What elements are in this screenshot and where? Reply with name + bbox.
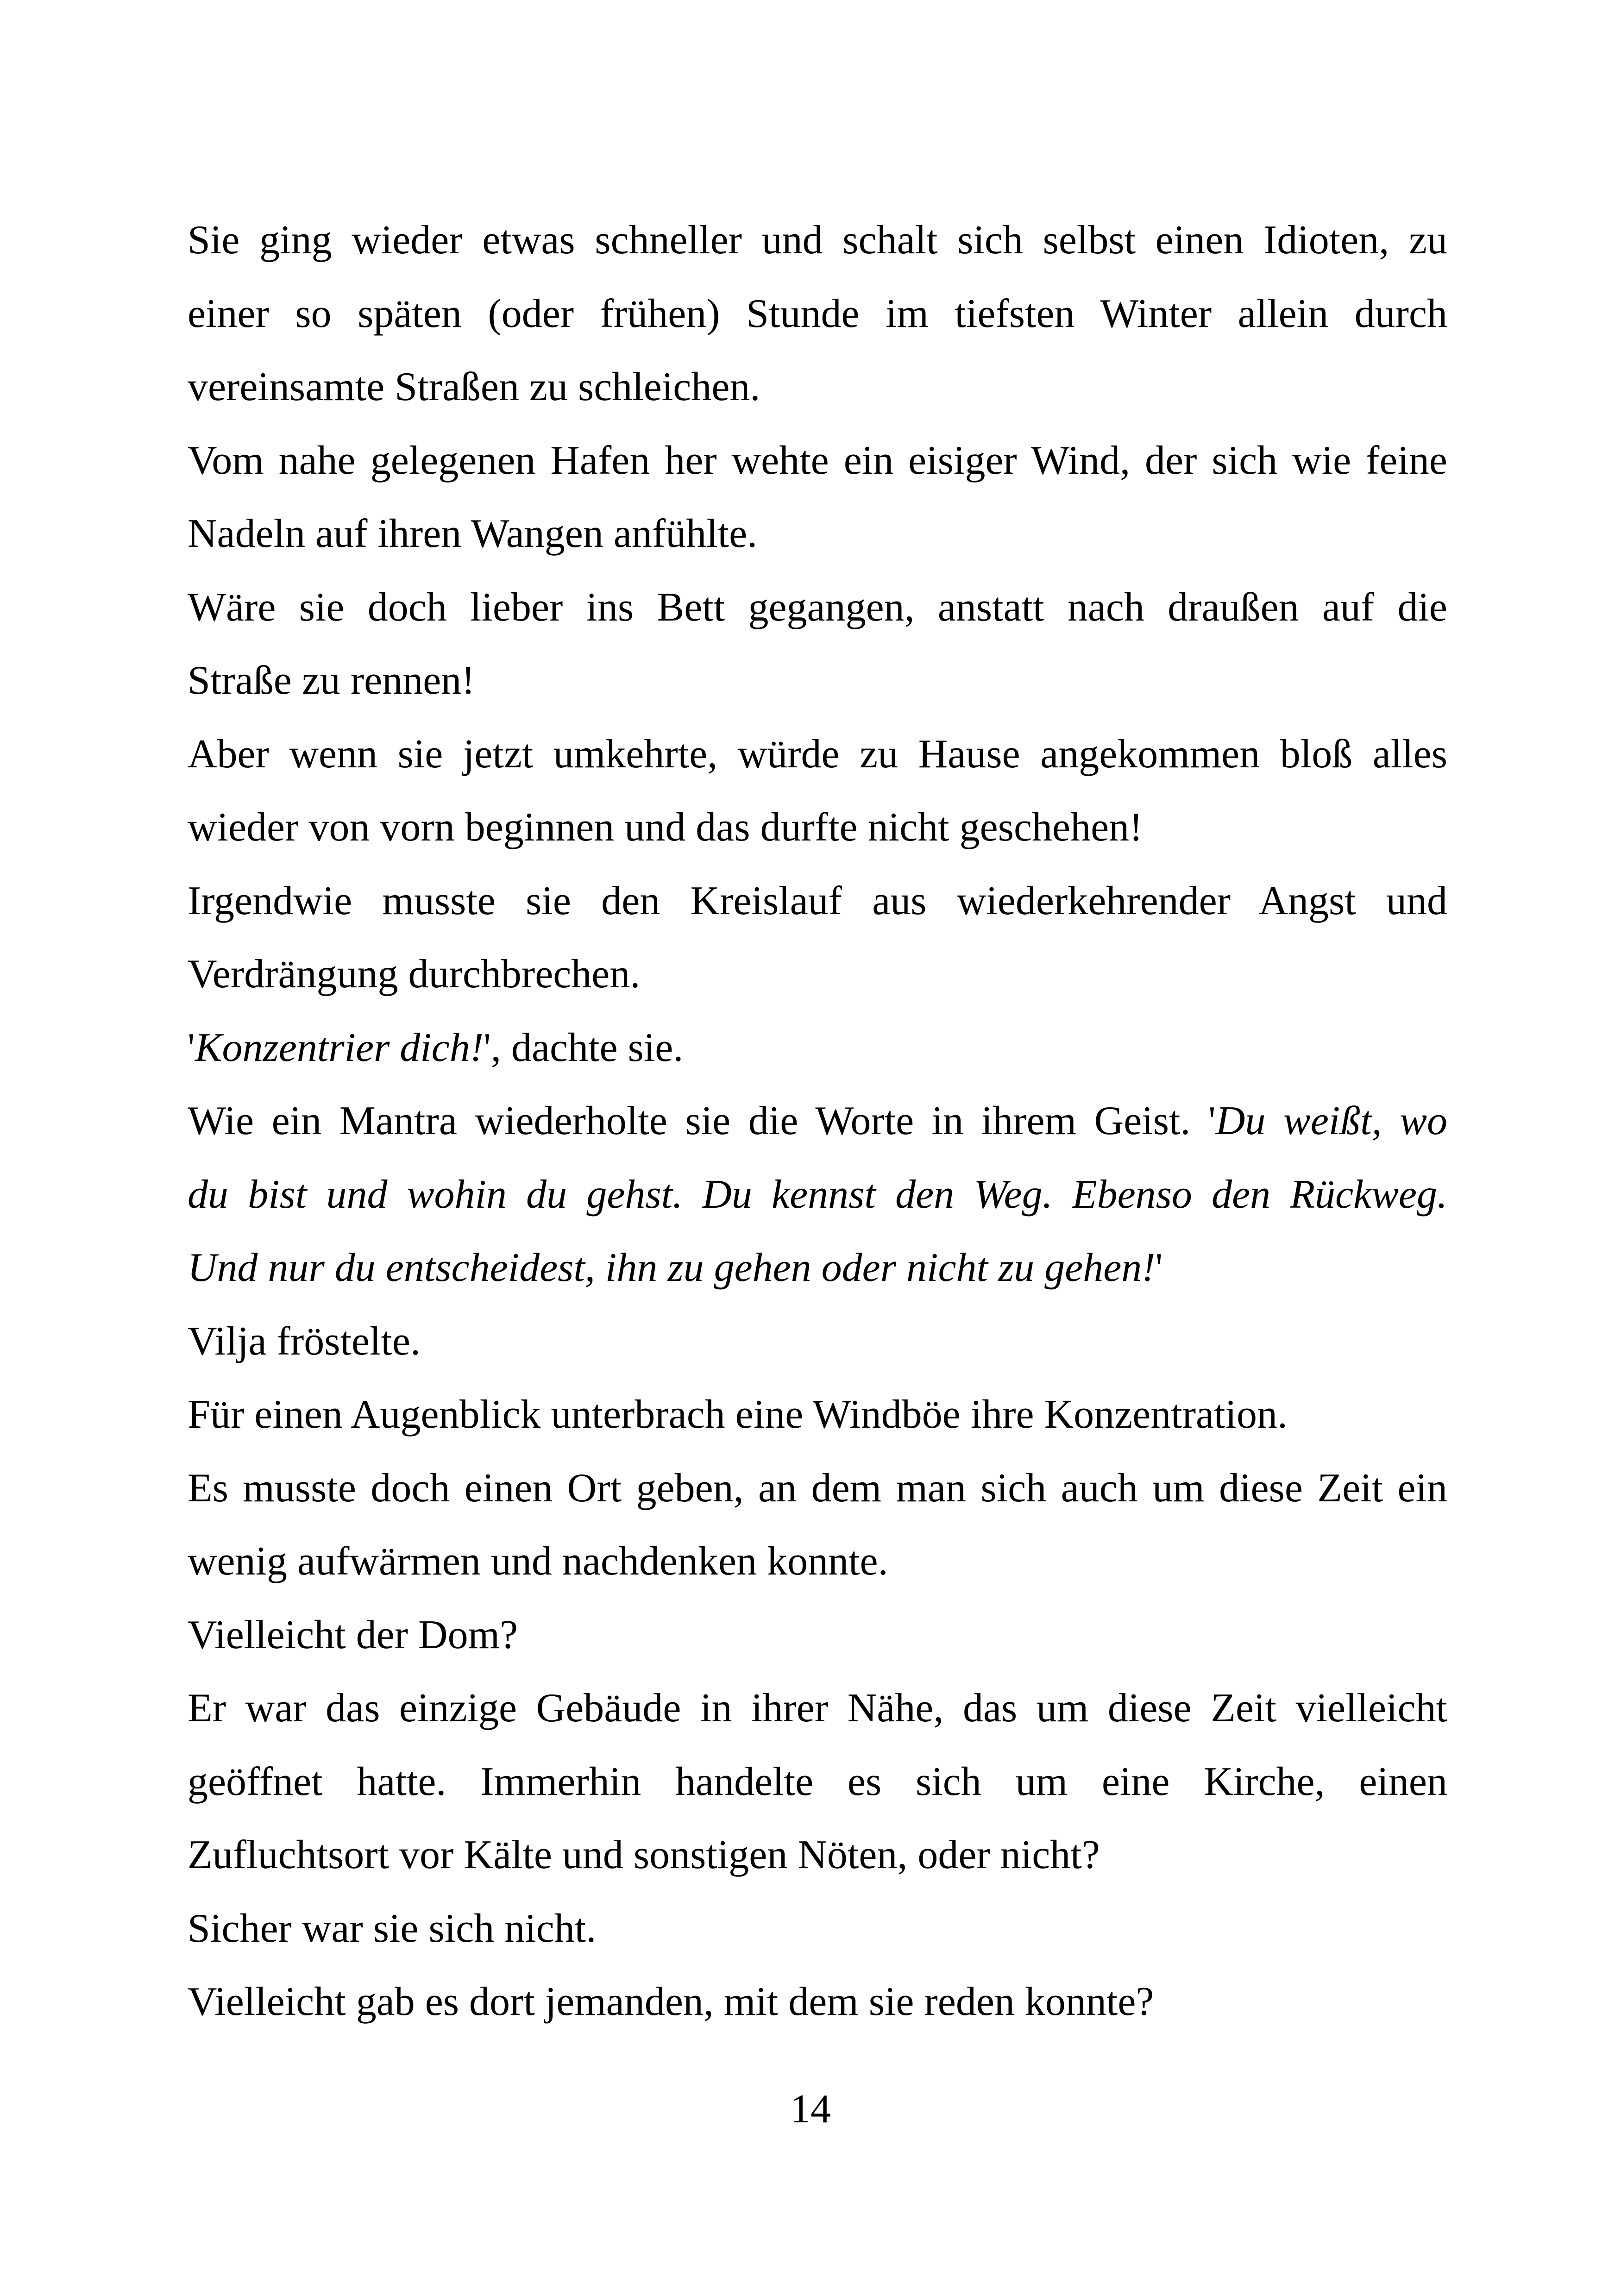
text-segment: Aber wenn sie jetzt umkehrte, würde zu Hause angekommen bloß alles (188, 731, 1447, 777)
italic-segment: Du weißt, wo (1215, 1098, 1447, 1143)
text-segment: wieder von vorn beginnen und das durfte nicht geschehen! (188, 805, 1143, 850)
text-segment: Sicher war sie sich nicht. (188, 1906, 597, 1951)
text-line (188, 204, 1447, 277)
text-segment: Wäre sie doch lieber ins Bett gegangen, anstatt nach draußen auf die (188, 584, 1447, 630)
text-segment: Für einen Augenblick unterbrach eine Windböe ihre Konzentration. (188, 1392, 1288, 1437)
text-line (188, 1452, 1447, 1525)
text-line (188, 718, 1447, 791)
text-segment: Es musste doch einen Ort geben, an dem man sich auch um diese Zeit ein (188, 1465, 1447, 1511)
text-line (188, 938, 1447, 1011)
text-line (188, 351, 1447, 424)
text-segment: ' (1155, 1245, 1163, 1290)
text-segment: wenig aufwärmen und nachdenken konnte. (188, 1539, 888, 1584)
page-number: 14 (790, 2087, 831, 2132)
text-line (188, 1158, 1447, 1232)
text-line (188, 1231, 1447, 1305)
text-segment: Nadeln auf ihren Wangen anfühlte. (188, 511, 758, 556)
text-line (188, 277, 1447, 351)
text-line (188, 1745, 1447, 1819)
text-line (188, 1599, 1447, 1672)
text-line (188, 1672, 1447, 1745)
text-line (188, 571, 1447, 645)
text-segment: Vielleicht gab es dort jemanden, mit dem sie reden konnte? (188, 1979, 1154, 2024)
body-text (188, 204, 1447, 2039)
text-line (188, 1305, 1447, 1379)
text-segment: Vom nahe gelegenen Hafen her wehte ein eisiger Wind, der sich wie feine (188, 438, 1447, 483)
text-line (188, 1011, 1447, 1085)
text-segment: Irgendwie musste sie den Kreislauf aus wiederkehrender Angst und (188, 878, 1447, 923)
text-segment: Zufluchtsort vor Kälte und sonstigen Nöten, oder nicht? (188, 1832, 1100, 1877)
text-segment: einer so späten (oder frühen) Stunde im tiefsten Winter allein durch (188, 291, 1447, 336)
text-line (188, 644, 1447, 718)
text-line (188, 497, 1447, 571)
text-segment: ' (188, 1025, 195, 1070)
italic-segment: du bist und wohin du gehst. Du kennst den Weg. Ebenso den Rückweg. (188, 1172, 1447, 1217)
italic-segment: Und nur du entscheidest, ihn zu gehen oder nicht zu gehen! (188, 1245, 1156, 1290)
text-line (188, 1892, 1447, 1966)
text-line (188, 424, 1447, 498)
text-segment: vereinsamte Straßen zu schleichen. (188, 364, 760, 409)
text-line (188, 1965, 1447, 2039)
text-line (188, 791, 1447, 865)
text-line (188, 1819, 1447, 1892)
text-line (188, 1085, 1447, 1158)
text-segment: Sie ging wieder etwas schneller und schalt sich selbst einen Idioten, zu (188, 218, 1447, 263)
text-segment: Vilja fröstelte. (188, 1318, 421, 1364)
text-line (188, 1378, 1447, 1452)
text-segment: geöffnet hatte. Immerhin handelte es sich um eine Kirche, einen (188, 1759, 1447, 1804)
text-segment: ', dachte sie. (484, 1025, 684, 1070)
text-segment: Vielleicht der Dom? (188, 1612, 518, 1657)
text-segment: Er war das einzige Gebäude in ihrer Nähe, das um diese Zeit vielleicht (188, 1686, 1447, 1731)
italic-segment: Konzentrier dich! (195, 1025, 484, 1070)
text-segment: Straße zu rennen! (188, 658, 475, 703)
text-line (188, 1525, 1447, 1599)
text-line (188, 865, 1447, 938)
text-segment: Verdrängung durchbrechen. (188, 952, 641, 997)
text-segment: Wie ein Mantra wiederholte sie die Worte in ihrem Geist. ' (188, 1098, 1216, 1143)
